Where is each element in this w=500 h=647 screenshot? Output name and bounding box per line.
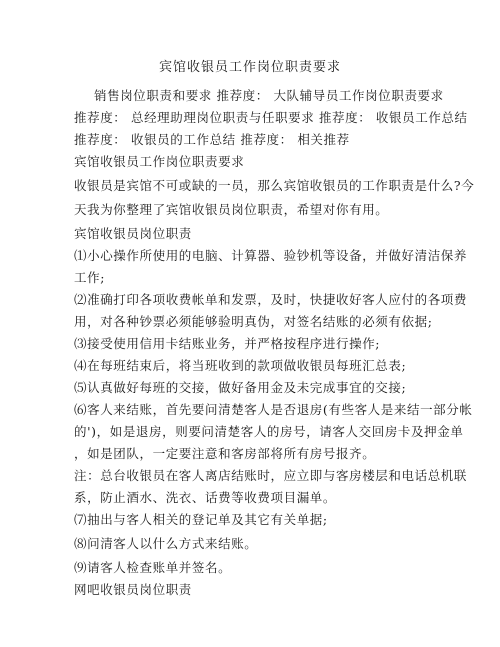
text-line: ⑻问清客人以什么方式来结账。	[74, 536, 258, 551]
text-line: 用，对各种钞票必须能够验明真伪，对签名结账的必须有依据;	[74, 314, 433, 329]
text-line: ，如是团队，一定要注意和客房部将所有房号报齐。	[74, 446, 376, 461]
text-line: ⑷在每班结束后，将当班收到的款项做收银员每班汇总表;	[74, 358, 407, 373]
text-line: ⑼请客人检查账单并签名。	[74, 560, 232, 575]
document-title: 宾馆收银员工作岗位职责要求	[158, 60, 341, 75]
text-line: 天我为你整理了宾馆收银员岗位职责，希望对你有用。	[74, 202, 389, 217]
text-line: ⑺抽出与客人相关的登记单及其它有关单据;	[74, 512, 328, 527]
text-line: 宾馆收银员工作岗位职责要求	[74, 154, 245, 169]
text-line: 工作;	[74, 270, 106, 285]
text-line: 系，防止酒水、洗衣、话费等收费项目漏单。	[74, 490, 337, 505]
text-line: ⑸认真做好每班的交接，做好备用金及未完成事宜的交接;	[74, 380, 407, 395]
text-line: ⑴小心操作所使用的电脑、计算器、验钞机等设备，并做好清洁保养	[74, 248, 468, 263]
text-line: 的')，如是退房，则要问清楚客人的房号，请客人交回房卡及押金单	[74, 424, 464, 439]
text-line: 网吧收银员岗位职责	[74, 582, 192, 597]
text-line: 销售岗位职责和要求 推荐度： 大队辅导员工作岗位职责要求	[94, 88, 444, 103]
text-line: 推荐度： 收银员的工作总结 推荐度： 相关推荐	[74, 132, 350, 147]
text-line: 宾馆收银员岗位职责	[74, 226, 192, 241]
text-line: 推荐度： 总经理助理岗位职责与任职要求 推荐度： 收银员工作总结	[74, 110, 468, 125]
text-line: ⑶接受使用信用卡结账业务，并严格按程序进行操作;	[74, 336, 381, 351]
text-line: ⑹客人来结账，首先要问清楚客人是否退房(有些客人是来结一部分帐	[74, 402, 473, 417]
text-line: 注：总台收银员在客人离店结账时，应立即与客房楼层和电话总机联	[74, 468, 468, 483]
text-line: 收银员是宾馆不可或缺的一员，那么宾馆收银员的工作职责是什么?今	[74, 178, 475, 193]
text-line: ⑵准确打印各项收费帐单和发票，及时，快捷收好客人应付的各项费	[74, 292, 468, 307]
